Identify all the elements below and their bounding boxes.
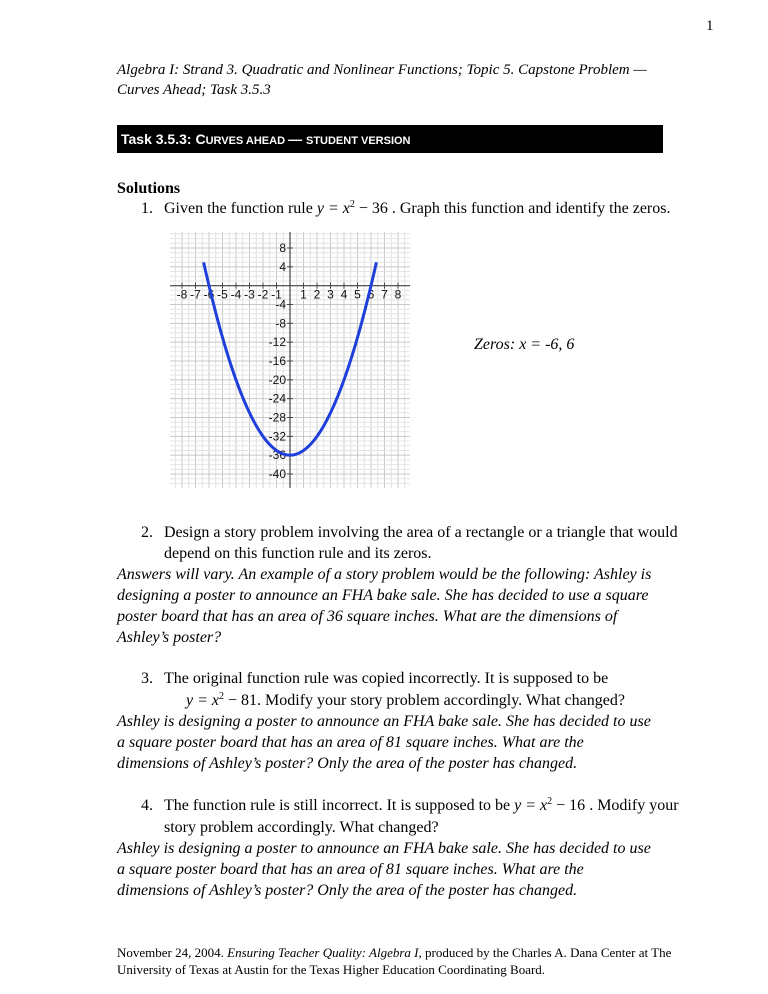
task-banner-title-part: URVES AHEAD xyxy=(205,135,289,147)
footer-rest: , produced by the Charles A. Dana Center at The University of Texas at Austin for the Texas Higher Education Coordinating Board. xyxy=(117,945,672,977)
task-banner-title: Task 3.5.3: C xyxy=(121,131,206,147)
q3-line2-post: . Modify your story problem accordingly. What changed? xyxy=(257,692,625,709)
q4-equation-lhs: y = x xyxy=(514,797,548,814)
x-tick-label: -6 xyxy=(203,287,215,302)
q4-line1 xyxy=(164,795,679,816)
x-tick-label: 6 xyxy=(367,287,375,302)
q3-equation-lhs: y = x xyxy=(186,692,219,709)
y-tick-label: -24 xyxy=(268,391,286,406)
q1-text xyxy=(164,198,670,219)
x-tick-label: 2 xyxy=(313,287,321,302)
parabola-graph xyxy=(170,232,410,488)
q4-answer: Ashley is designing a poster to announce an FHA bake sale. She has decided to use a square poster board that has an area of 81 square inches. What are the dimensions of Ashley’s poster? Only the area of the poster has changed. xyxy=(117,840,651,899)
solutions-heading: Solutions xyxy=(117,180,181,197)
q4-line2: story problem accordingly. What changed? xyxy=(164,819,439,836)
x-tick-label: 8 xyxy=(394,287,402,302)
x-tick-label: 7 xyxy=(381,287,388,302)
y-tick-label: -40 xyxy=(268,467,286,481)
x-tick-label: 4 xyxy=(340,287,348,302)
y-tick-label: -12 xyxy=(268,335,286,350)
y-tick-label: -20 xyxy=(268,372,286,387)
y-tick-label: -32 xyxy=(268,429,286,444)
q2-answer: Answers will vary. An example of a story problem would be the following: Ashley is designing a poster to announce an FHA bake sale. She has decided to use a square poster board that has an area of 36 square inches. What are the dimensions of Ashley’s poster? xyxy=(117,566,652,646)
x-tick-label: -8 xyxy=(176,287,188,302)
x-tick-label: -1 xyxy=(271,287,282,302)
q4-post: . Modify your xyxy=(585,797,679,814)
footer-title: Ensuring Teacher Quality: Algebra I xyxy=(227,945,419,960)
x-tick-label: 5 xyxy=(354,287,361,302)
q3-equation-rhs: − 81 xyxy=(224,692,258,709)
y-tick-label: -16 xyxy=(268,354,286,368)
x-tick-label: -2 xyxy=(257,287,269,302)
y-tick-label: 4 xyxy=(279,259,286,274)
q1-pre: Given the function rule xyxy=(164,200,317,217)
page-number: 1 xyxy=(706,18,714,34)
q4-equation-exponent: 2 xyxy=(547,796,553,807)
q3-answer: Ashley is designing a poster to announce an FHA bake sale. She has decided to use a square poster board that has an area of 81 square inches. What are the dimensions of Ashley’s poster? Only the area of the poster has changed. xyxy=(117,713,651,772)
page-footer xyxy=(117,944,677,978)
q3-line1: The original function rule was copied incorrectly. It is supposed to be xyxy=(164,670,609,687)
q4-number: 4. xyxy=(141,797,153,814)
q3-equation-exponent: 2 xyxy=(219,691,224,702)
q3-number: 3. xyxy=(141,670,153,687)
zeros-label: Zeros: x = -6, 6 xyxy=(474,336,575,353)
q3-line2 xyxy=(186,690,625,711)
x-tick-label: -5 xyxy=(217,287,228,302)
y-tick-label: -8 xyxy=(275,316,286,331)
q1-equation-exponent: 2 xyxy=(349,199,355,210)
q2-number: 2. xyxy=(141,524,153,541)
y-tick-label: 8 xyxy=(279,241,286,255)
task-banner-subtitle: STUDENT VERSION xyxy=(305,135,411,147)
x-tick-label: -7 xyxy=(190,287,201,302)
y-tick-label: -4 xyxy=(275,297,286,312)
footer-date: November 24, 2004. xyxy=(117,945,228,960)
q1-equation-rhs: − 36 xyxy=(354,200,388,217)
q2-line1: Design a story problem involving the area of a rectangle or a triangle that would xyxy=(164,524,678,541)
running-header: Algebra I: Strand 3. Quadratic and Nonlinear Functions; Topic 5. Capstone Problem — Curves Ahead; Task 3.5.3 xyxy=(117,62,647,98)
q1-number: 1. xyxy=(141,200,153,217)
x-tick-label: 1 xyxy=(300,287,307,302)
q4-equation-rhs: − 16 xyxy=(552,797,586,814)
q1-post: . Graph this function and identify the zeros. xyxy=(387,200,671,217)
q1-equation-lhs: y = x xyxy=(316,200,350,217)
q2-line2: depend on this function rule and its zeros. xyxy=(164,545,432,562)
x-tick-label: -3 xyxy=(244,287,255,302)
q4-pre: The function rule is still incorrect. It is supposed to be xyxy=(164,797,515,814)
y-tick-label: -28 xyxy=(268,410,286,425)
x-tick-label: -4 xyxy=(230,287,242,302)
y-tick-label: -36 xyxy=(268,448,286,463)
task-banner xyxy=(117,125,663,153)
task-banner-dash: — xyxy=(288,131,306,147)
x-tick-label: 3 xyxy=(327,287,334,302)
